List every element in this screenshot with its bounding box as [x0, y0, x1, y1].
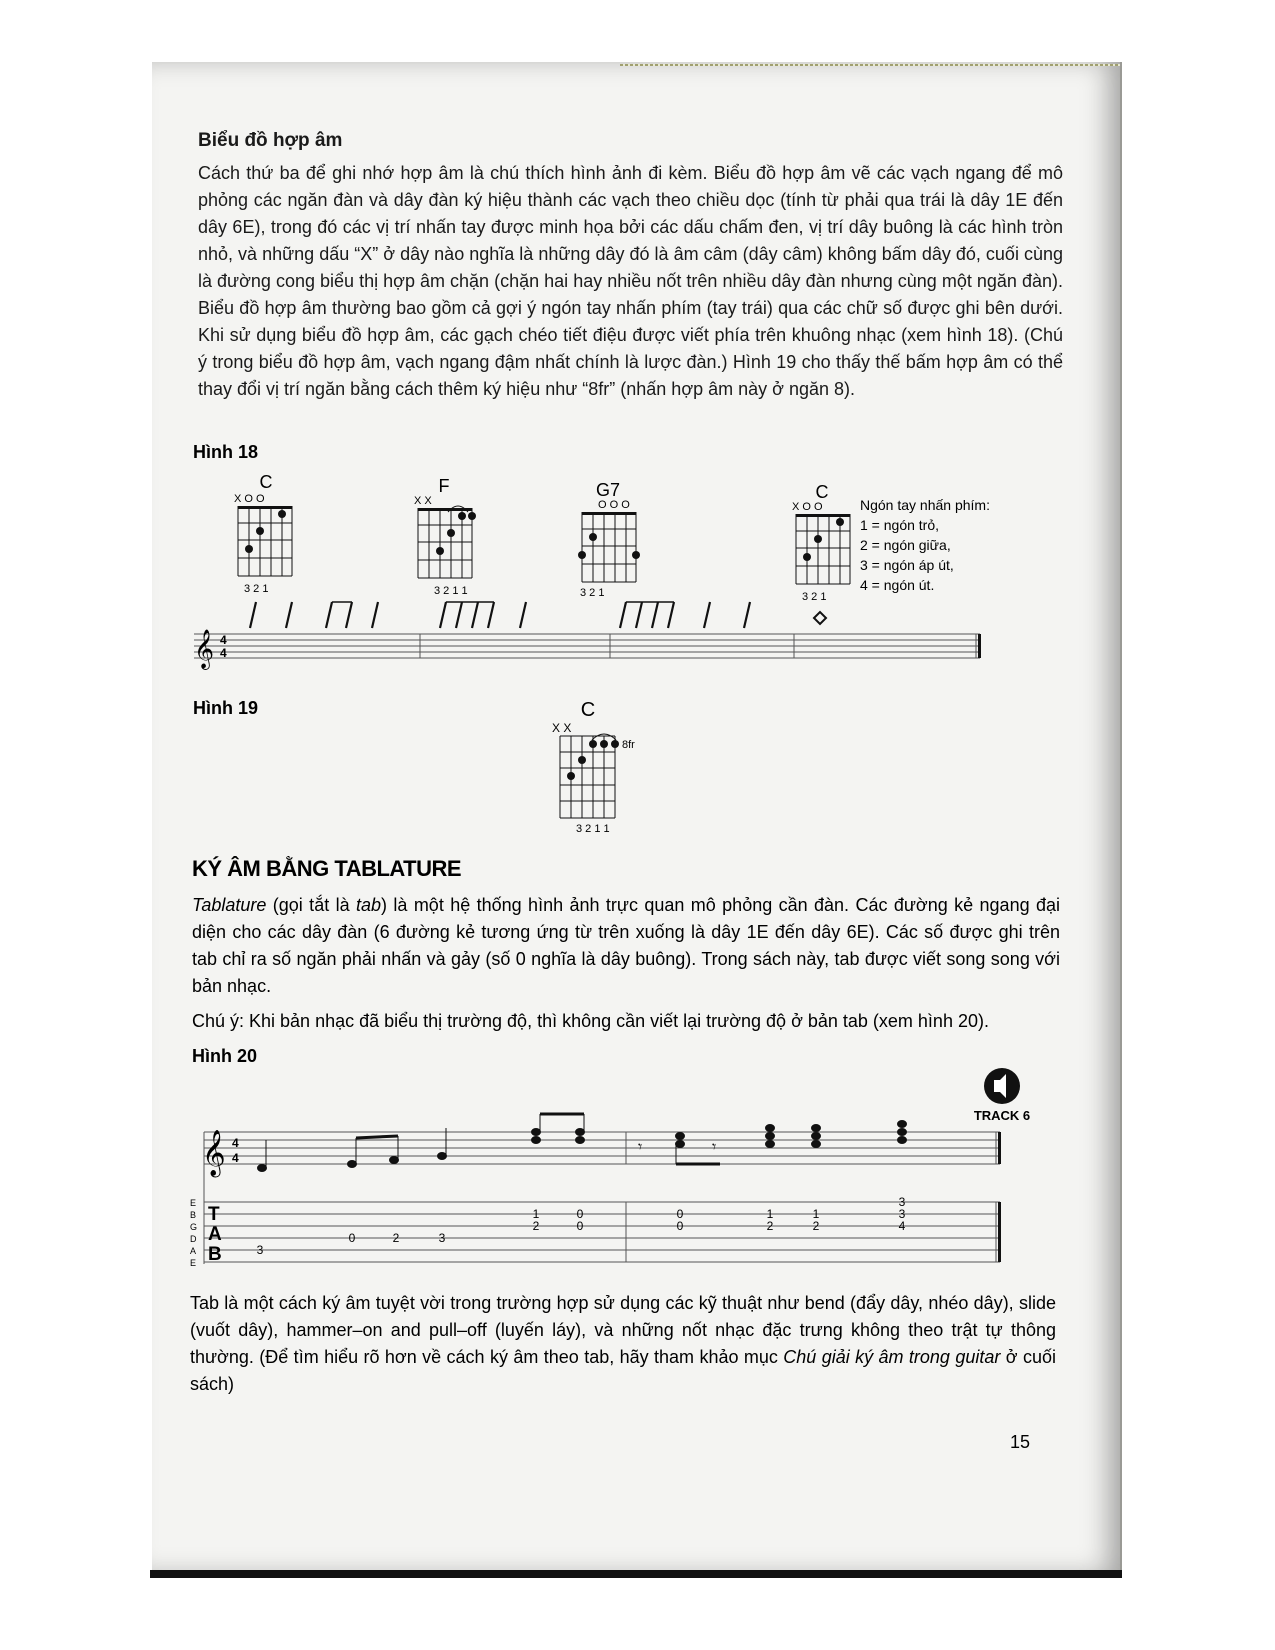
treble-clef-icon: 𝄞: [202, 1131, 226, 1175]
svg-text:3: 3: [438, 1231, 446, 1245]
notes: [258, 1114, 907, 1172]
figure-18-diagram: [180, 468, 1040, 678]
page-bottom-shadow: [150, 1570, 1122, 1578]
svg-text:T: T: [208, 1204, 220, 1225]
header-rule: [620, 64, 1120, 66]
chord-diagram-f: [414, 476, 476, 597]
closing-section: [190, 1290, 1056, 1406]
svg-text:A: A: [208, 1224, 222, 1245]
open-markers: O O O: [598, 499, 630, 511]
svg-text:0: 0: [576, 1219, 584, 1233]
figure-19-label: Hình 19: [193, 698, 259, 718]
tab-staff: [204, 1202, 1000, 1262]
figure-18-label: Hình 18: [193, 442, 259, 462]
svg-text:B: B: [190, 1210, 197, 1220]
svg-text:3: 3: [898, 1195, 906, 1209]
track-label: TRACK 6: [973, 1108, 1031, 1123]
legend-item: 3 = ngón áp út,: [860, 557, 954, 573]
chord-diagram-c-1: [234, 472, 292, 595]
text-run: (gọi tắt là: [266, 895, 356, 915]
svg-text:𝄾: 𝄾: [638, 1139, 643, 1156]
italic-term: Tablature: [192, 895, 267, 915]
string-names: [190, 1198, 197, 1268]
rhythm-slashes: [250, 602, 750, 628]
text-run: ) là một hệ thống hình ảnh trực quan mô phỏng cần đàn. Các đường kẻ ngang đại diện cho các dây đàn (6 đường kẻ tương ứng từ trên xuống là dây 1E đến dây 6E). Các số được ghi trên tab chỉ ra số ngăn phải nhấn và gảy (số 0 nghĩa là dây buông). Trong sách này, tab được viết song song với bản nhạc.: [192, 895, 1060, 996]
svg-text:3: 3: [898, 1207, 906, 1221]
finger-numbers: 3 2 1: [244, 583, 269, 595]
chord-name: F: [438, 476, 450, 496]
svg-text:D: D: [190, 1234, 197, 1244]
svg-text:2: 2: [812, 1219, 820, 1233]
time-signature-top: 4: [220, 633, 227, 647]
italic-term: tab: [356, 895, 382, 915]
whole-note-slash: [814, 612, 826, 624]
svg-text:E: E: [190, 1198, 197, 1208]
figure-20-diagram: [190, 1068, 1040, 1288]
svg-text:1: 1: [532, 1207, 540, 1221]
italic-reference: Chú giải ký âm trong guitar: [783, 1347, 1001, 1367]
legend-item: 1 = ngón trỏ,: [860, 517, 940, 533]
tablature-note: Chú ý: Khi bản nhạc đã biểu thị trường độ, thì không cần viết lại trường độ ở bản tab (xem hình 20).: [192, 1011, 989, 1031]
time-signature-bottom: 4: [232, 1151, 239, 1165]
legend-item: 4 = ngón út.: [860, 577, 935, 593]
open-mute-markers: X O O: [234, 493, 265, 505]
svg-text:G: G: [190, 1222, 198, 1232]
staff: [194, 634, 980, 658]
tab-letters: [208, 1204, 222, 1265]
svg-text:2: 2: [766, 1219, 774, 1233]
time-signature-bottom: 4: [220, 646, 227, 660]
text-run: Tab là một cách ký âm tuyệt vời trong trường hợp sử dụng các kỹ thuật như bend (đẩy dây, nhéo dây), slide (vuốt dây), hammer–on and pull–off (luyến láy), và những nốt nhạc đặc trưng không theo trật tự thông thường. (Để tìm hiểu rõ hơn về cách ký âm theo tab, hãy tham khảo mục: [190, 1293, 1056, 1367]
svg-text:3: 3: [256, 1243, 264, 1257]
svg-text:E: E: [190, 1258, 197, 1268]
chord-name: C: [259, 472, 273, 492]
svg-text:0: 0: [676, 1207, 684, 1221]
page-number: 15: [1010, 1432, 1031, 1452]
finger-numbers: 3 2 1: [802, 591, 827, 603]
svg-text:A: A: [190, 1246, 197, 1256]
mute-markers: X X: [414, 495, 432, 507]
svg-text:0: 0: [676, 1219, 684, 1233]
treble-clef-icon: 𝄞: [194, 630, 215, 668]
chord-diagram-g7: [578, 480, 640, 599]
chord-diagram-c-2: [792, 482, 850, 603]
svg-text:B: B: [208, 1244, 222, 1265]
finger-numbers: 3 2 1: [580, 587, 605, 599]
svg-text:𝄾: 𝄾: [712, 1139, 717, 1156]
page-edge: [1120, 62, 1122, 1572]
track-badge: [974, 1068, 1030, 1123]
svg-text:2: 2: [532, 1219, 540, 1233]
open-mute-markers: X O O: [792, 501, 823, 513]
svg-text:1: 1: [766, 1207, 774, 1221]
figure-19-diagram: [548, 696, 668, 846]
mute-markers: X X: [552, 721, 572, 735]
chord-name: C: [815, 482, 829, 502]
tablature-section: [192, 856, 1060, 1043]
svg-text:0: 0: [348, 1231, 356, 1245]
svg-text:2: 2: [392, 1231, 400, 1245]
svg-text:4: 4: [898, 1219, 906, 1233]
finger-legend: [860, 497, 990, 593]
legend-item: 2 = ngón giữa,: [860, 537, 951, 553]
legend-title: Ngón tay nhấn phím:: [860, 497, 990, 513]
svg-text:1: 1: [812, 1207, 820, 1221]
figure-20-label: Hình 20: [192, 1046, 258, 1066]
chord-name: G7: [595, 480, 621, 500]
svg-text:0: 0: [576, 1207, 584, 1221]
text-run: ở cuối sách): [190, 1347, 1056, 1394]
finger-numbers: 3 2 1 1: [576, 823, 610, 835]
chord-diagram-heading: Biểu đồ hợp âm: [198, 130, 343, 151]
finger-numbers: 3 2 1 1: [434, 585, 468, 597]
chord-name: C: [580, 699, 596, 721]
closing-paragraph: [190, 1290, 1056, 1398]
time-signature-top: 4: [232, 1136, 239, 1150]
chord-diagram-paragraph: Cách thứ ba để ghi nhớ hợp âm là chú thích hình ảnh đi kèm. Biểu đồ hợp âm vẽ các vạch ngang để mô phỏng các ngăn đàn và dây đàn ký hiệu thành các vạch theo chiều dọc (tính từ phải qua trái là dây 1E đến dây 6E), trong đó các vị trí nhấn tay được minh họa bởi các dấu chấm đen, vị trí dây buông là các hình tròn nhỏ, và những dấu “X” ở dây nào nghĩa là những dây đó là âm câm (dây câm) không bấm dây đó, cuối cùng là đường cong biểu thị hợp âm chặn (chặn hai hay nhiều nốt trên nhiều dây đàn nhưng cùng một ngăn đàn). Biểu đồ hợp âm thường bao gồm cả gợi ý ngón tay nhấn phím (tay trái) qua các chữ số được ghi bên dưới. Khi sử dụng biểu đồ hợp âm, các gạch chéo tiết điệu được viết phía trên khuông nhạc (xem hình 18). (Chú ý trong biểu đồ hợp âm, vạch ngang đậm nhất chính là lược đàn.) Hình 19 cho thấy thế bấm hợp âm có thể thay đổi vị trí ngăn bằng cách thêm ký hiệu như “8fr” (nhấn hợp âm này ở ngăn 8).: [198, 163, 1063, 399]
tablature-paragraph: [192, 892, 1060, 1000]
music-staff: [204, 1132, 1000, 1264]
tablature-heading: KÝ ÂM BẰNG TABLATURE: [192, 856, 462, 881]
fret-marker: 8fr: [622, 739, 635, 751]
page-content: [198, 130, 1063, 411]
